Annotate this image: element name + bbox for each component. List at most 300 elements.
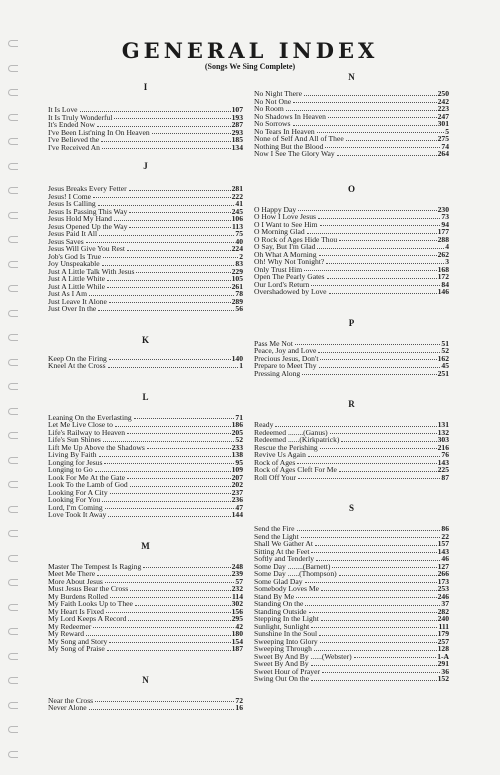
dot-leader [315, 545, 437, 546]
song-title: Jesus Opened Up the Way [48, 221, 128, 231]
dot-leader [321, 620, 437, 621]
dot-leader [329, 293, 437, 294]
song-number: 84 [441, 279, 449, 289]
song-number: 41 [235, 199, 243, 208]
song-title: Must Jesus Bear the Cross [48, 584, 129, 593]
song-title: No Tears In Heaven [254, 126, 315, 136]
dot-leader [107, 650, 231, 651]
song-title: No Room [254, 104, 284, 113]
song-title: Rock of Ages [254, 457, 296, 467]
song-number: 207 [231, 472, 243, 482]
song-number: 157 [437, 539, 449, 548]
song-number: 281 [231, 184, 243, 193]
dot-leader [327, 278, 437, 279]
index-section-r [254, 377, 449, 481]
song-title: Jesus Will Give You Rest [48, 244, 125, 253]
dot-leader [130, 486, 231, 487]
song-title: My Song and Story [48, 636, 108, 646]
song-number: 83 [235, 259, 243, 268]
song-number: 216 [437, 442, 449, 452]
song-title: Longing for Jesus [48, 457, 103, 467]
song-number: 302 [231, 599, 243, 608]
song-number: 105 [231, 274, 243, 283]
dot-leader [314, 650, 437, 651]
song-number: 180 [231, 629, 243, 638]
dot-leader [99, 456, 231, 457]
song-number: 132 [437, 427, 449, 437]
song-number: 303 [437, 435, 449, 444]
song-number: 78 [235, 289, 243, 298]
song-title: Sweet Hour of Prayer [254, 666, 321, 676]
song-number: 237 [231, 487, 243, 497]
song-number: 275 [437, 134, 449, 143]
song-title: Now I See The Glory Way [254, 149, 335, 158]
song-number: 45 [441, 361, 449, 370]
index-entry [48, 362, 243, 370]
song-title: Shall We Gather At [254, 539, 313, 548]
song-number: 51 [441, 338, 449, 348]
song-number: 154 [231, 636, 243, 646]
dot-leader [354, 657, 437, 658]
binder-hole [8, 726, 18, 733]
song-number: 257 [437, 636, 449, 646]
dot-leader [311, 665, 437, 666]
dot-leader [127, 433, 231, 434]
song-title: I've Believed the [48, 135, 100, 144]
song-number: 236 [231, 495, 243, 504]
index-section-p [254, 296, 449, 378]
song-title: Look To the Lamb of God [48, 480, 128, 489]
page-subtitle: (Songs We Sing Complete) [204, 62, 296, 71]
index-section-i [48, 72, 243, 151]
song-title: Overshadowed by Love [254, 287, 327, 296]
dot-leader [293, 125, 437, 126]
dot-leader [105, 582, 235, 583]
section-letter: J [143, 161, 148, 171]
dot-leader [93, 197, 231, 198]
song-number: 109 [231, 465, 243, 474]
song-title: My Lord Keeps A Record [48, 614, 127, 623]
song-title: Only Trust Him [254, 264, 303, 274]
song-number: 152 [437, 674, 449, 683]
song-title: Keep On the Firing [48, 353, 107, 363]
song-title: Life's Railway to Heaven [48, 427, 126, 437]
song-title: Rock of Ages Cleft For Me [254, 465, 337, 474]
binder-holes [0, 0, 30, 775]
song-number: 107 [231, 105, 243, 114]
dot-leader [104, 463, 234, 464]
binder-hole [8, 653, 18, 660]
binder-hole [8, 408, 18, 415]
binder-hole [8, 334, 18, 341]
dot-leader [339, 575, 437, 576]
song-title: Lift Me Up Above the Shadows [48, 442, 145, 452]
song-number: 71 [235, 412, 243, 422]
dot-leader [311, 552, 436, 553]
song-number: 52 [235, 435, 243, 444]
song-number: 261 [231, 281, 243, 291]
dot-leader [339, 240, 436, 241]
dot-leader [130, 590, 230, 591]
dot-leader [110, 493, 231, 494]
dot-leader [339, 471, 437, 472]
entry-list [254, 340, 449, 378]
index-section-k [48, 313, 243, 370]
song-number: 87 [441, 472, 449, 482]
song-number: 140 [231, 353, 243, 363]
song-number: 106 [231, 214, 243, 223]
song-number: 22 [441, 531, 449, 541]
song-number: 193 [231, 112, 243, 122]
song-number: 287 [231, 120, 243, 129]
song-number: 73 [441, 212, 449, 221]
song-title: Jesus Paid It All [48, 229, 98, 238]
song-number: 232 [231, 584, 243, 593]
song-title: Revive Us Again [254, 450, 306, 459]
dot-leader [321, 590, 437, 591]
index-entry [254, 370, 449, 378]
dot-leader [298, 478, 441, 479]
song-number: 52 [441, 346, 449, 355]
song-title: Jesus Breaks Every Fetter [48, 184, 127, 193]
song-title: Love Took It Away [48, 510, 107, 519]
dot-leader [318, 218, 440, 219]
song-number: 301 [437, 119, 449, 128]
song-title: Leaning On the Everlasting [48, 412, 132, 422]
song-number: 47 [235, 502, 243, 512]
dot-leader [129, 190, 231, 191]
section-letter: I [143, 82, 148, 92]
dot-leader [99, 235, 234, 236]
song-number: 143 [437, 457, 449, 467]
song-title: Oh! Why Not Tonight? [254, 257, 325, 266]
section-letter: K [141, 334, 149, 345]
dot-leader [152, 133, 231, 134]
index-section-n [254, 72, 449, 158]
song-number: 46 [441, 554, 449, 563]
song-title: Looking For A City [48, 487, 108, 497]
section-letter: P [348, 317, 355, 328]
song-title: Softly and Tenderly [254, 554, 315, 563]
song-number: 177 [437, 227, 449, 236]
dot-leader [93, 627, 234, 628]
binder-hole [8, 481, 18, 488]
binder-hole [8, 530, 18, 537]
dot-leader [136, 272, 230, 273]
dot-leader [129, 212, 230, 213]
section-letter: S [348, 503, 354, 513]
song-number: 134 [231, 142, 243, 152]
dot-leader [304, 95, 437, 96]
song-title: It Is Love [48, 105, 78, 114]
song-title: Meet Me There [48, 569, 96, 578]
song-number: 223 [437, 104, 449, 113]
binder-hole [8, 383, 18, 390]
song-number: 250 [437, 89, 449, 98]
index-entry [254, 675, 449, 683]
song-title: O Rock of Ages Hide Thou [254, 234, 338, 244]
song-number: 205 [231, 427, 243, 437]
song-title: O Morning Glad [254, 227, 305, 236]
entry-list [254, 90, 449, 158]
dot-leader [95, 701, 234, 702]
song-title: It's Ended Now [48, 120, 95, 129]
dot-leader [109, 302, 231, 303]
song-title: Some Day ........(Barnett) [254, 561, 331, 571]
song-number: 186 [231, 420, 243, 429]
dot-leader [98, 205, 235, 206]
right-column [254, 72, 449, 683]
song-title: Master The Tempest Is Raging [48, 561, 142, 571]
binder-hole [8, 138, 18, 145]
dot-leader [298, 210, 436, 211]
song-number: 1 [239, 361, 243, 370]
dot-leader [305, 605, 440, 606]
binder-hole [8, 702, 18, 709]
index-section-m [48, 519, 243, 653]
song-number: 242 [437, 96, 449, 106]
song-number: 291 [437, 659, 449, 668]
song-number: 247 [437, 111, 449, 121]
song-number: 57 [235, 576, 243, 586]
dot-leader [301, 537, 441, 538]
index-section-o [254, 158, 449, 296]
index-section-n [48, 653, 243, 712]
song-title: No Night There [254, 89, 302, 98]
song-number: 111 [438, 621, 449, 631]
dot-leader [337, 155, 437, 156]
dot-leader [97, 126, 231, 127]
dot-leader [110, 597, 231, 598]
song-number: 127 [437, 561, 449, 571]
dot-leader [317, 132, 445, 133]
dot-leader [317, 248, 444, 249]
song-title: No Shadows In Heaven [254, 111, 326, 121]
song-title: Sweet By And By ......(Webster) [254, 651, 352, 661]
binder-hole [8, 187, 18, 194]
song-number: 74 [441, 141, 449, 151]
song-title: Some Glad Day [254, 576, 303, 586]
song-title: My Heart Is Fixed [48, 606, 104, 616]
song-number: 56 [235, 304, 243, 313]
index-entry [254, 150, 449, 158]
song-number: 113 [232, 221, 243, 231]
dot-leader [143, 567, 230, 568]
song-title: Sunshine In the Soul [254, 629, 318, 638]
song-title: My Song of Praise [48, 644, 105, 653]
song-number: 222 [231, 191, 243, 201]
song-title: I've Been List'ning In On Heaven [48, 127, 150, 137]
left-column [48, 72, 243, 712]
dot-leader [307, 233, 437, 234]
dot-leader [147, 448, 231, 449]
song-title: Just Leave It Alone [48, 296, 107, 306]
dot-leader [302, 374, 436, 375]
song-title: Jesus! I Come [48, 191, 92, 201]
song-title: Near the Cross [48, 695, 94, 705]
index-section-l [48, 370, 243, 519]
song-number: 233 [231, 442, 243, 452]
section-letter: N [142, 674, 149, 685]
song-title: None of Self And All of Thee [254, 134, 344, 143]
dot-leader [320, 225, 441, 226]
song-number: 293 [231, 127, 243, 137]
song-title: Just A Little While [48, 281, 106, 291]
dot-leader [102, 148, 231, 149]
index-section-s [254, 481, 449, 683]
dot-leader [86, 635, 231, 636]
song-number: 75 [235, 229, 243, 238]
dot-leader [105, 508, 235, 509]
dot-leader [101, 141, 230, 142]
index-entry [254, 474, 449, 482]
song-number: 156 [231, 606, 243, 616]
dot-leader [330, 433, 437, 434]
song-title: Oh What A Morning [254, 249, 317, 259]
dot-leader [103, 441, 235, 442]
song-number: 262 [437, 249, 449, 259]
song-number: 143 [437, 546, 449, 556]
song-title: It Is Truly Wonderful [48, 112, 113, 122]
song-title: Pass Me Not [254, 338, 293, 348]
dot-leader [311, 285, 440, 286]
song-title: Just As I Am [48, 289, 88, 298]
song-title: Jesus Is Calling [48, 199, 96, 208]
index-entry [48, 704, 243, 712]
dot-leader [346, 140, 437, 141]
index-entry [48, 305, 243, 313]
dot-leader [297, 463, 436, 464]
binder-hole [8, 677, 18, 684]
song-title: Prepare to Meet Thy [254, 361, 317, 370]
song-title: Send the Fire [254, 524, 295, 533]
dot-leader [319, 367, 441, 368]
dot-leader [311, 680, 437, 681]
dot-leader [89, 295, 234, 296]
song-title: Ready [254, 420, 274, 429]
song-number: 146 [437, 287, 449, 296]
dot-leader [89, 709, 235, 710]
dot-leader [286, 110, 437, 111]
section-letter: N [348, 72, 355, 82]
song-title: Standing Outside [254, 606, 307, 616]
song-title: Just A Little White [48, 274, 106, 283]
dot-leader [102, 501, 230, 502]
binder-hole [8, 555, 18, 562]
dot-leader [305, 582, 437, 583]
song-title: Standing On the [254, 599, 304, 608]
song-title: Life's Sun Shines [48, 435, 101, 444]
entry-list [254, 525, 449, 683]
song-number: 229 [231, 266, 243, 276]
entry-list [48, 563, 243, 653]
binder-hole [8, 212, 18, 219]
dot-leader [332, 567, 436, 568]
dot-leader [320, 448, 437, 449]
song-title: Lord, I'm Coming [48, 502, 103, 512]
song-title: O I Want to See Him [254, 219, 318, 229]
index-section-j [48, 151, 243, 313]
song-title: Some Day ......(Thompson) [254, 569, 337, 578]
dot-leader [129, 227, 231, 228]
song-number: 86 [441, 524, 449, 533]
song-title: Send the Light [254, 531, 299, 541]
entry-list [48, 697, 243, 712]
song-number: 246 [437, 591, 449, 601]
dot-leader [80, 111, 231, 112]
dot-leader [295, 344, 441, 345]
dot-leader [308, 456, 441, 457]
song-number: 16 [235, 703, 243, 712]
dot-leader [304, 270, 436, 271]
dot-leader [134, 418, 235, 419]
song-title: Kneel At the Cross [48, 361, 106, 370]
song-title: My Reward [48, 629, 85, 638]
song-title: More About Jesus [48, 576, 103, 586]
section-letter: L [142, 391, 149, 402]
song-title: Redeemed ........(Ganus) [254, 427, 328, 437]
dot-leader [114, 118, 230, 119]
song-number: 36 [441, 666, 449, 676]
binder-hole [8, 236, 18, 243]
dot-leader [109, 359, 231, 360]
song-title: Sweet By And By [254, 659, 309, 668]
dot-leader [98, 310, 234, 311]
song-title: Somebody Loves Me [254, 584, 319, 593]
song-number: 245 [231, 206, 243, 216]
song-number: 251 [437, 368, 449, 378]
song-number: 288 [437, 234, 449, 244]
entry-list [48, 355, 243, 370]
song-title: Longing to Go [48, 465, 93, 474]
dot-leader [297, 530, 441, 531]
entry-list [48, 185, 243, 313]
dot-leader [311, 627, 437, 628]
entry-list [48, 106, 243, 151]
song-number: 4 [445, 242, 449, 251]
dot-leader [86, 242, 235, 243]
dot-leader [319, 635, 437, 636]
song-title: Living By Faith [48, 450, 97, 459]
song-number: 168 [437, 264, 449, 274]
song-title: My Redeemer [48, 621, 92, 631]
dot-leader [275, 426, 436, 427]
song-number: 42 [235, 621, 243, 631]
song-title: Redeemed ......(Kirkpatrick) [254, 435, 340, 444]
song-number: 3 [445, 257, 449, 266]
dot-leader [102, 265, 235, 266]
binder-hole [8, 163, 18, 170]
song-number: 114 [232, 591, 243, 601]
song-title: Peace, Joy and Love [254, 346, 317, 355]
dot-leader [309, 612, 437, 613]
binder-hole [8, 89, 18, 96]
index-entry [48, 144, 243, 152]
dot-leader [97, 575, 231, 576]
binder-hole [8, 579, 18, 586]
song-title: Rescue the Perishing [254, 442, 318, 452]
dot-leader [320, 642, 437, 643]
dot-leader [293, 102, 436, 103]
entry-list [254, 206, 449, 296]
song-number: 76 [441, 450, 449, 459]
song-number: 289 [231, 296, 243, 306]
song-number: 94 [441, 219, 449, 229]
song-number: 230 [437, 204, 449, 214]
section-letter: R [348, 399, 355, 409]
dot-leader [316, 560, 440, 561]
binder-hole [8, 457, 18, 464]
